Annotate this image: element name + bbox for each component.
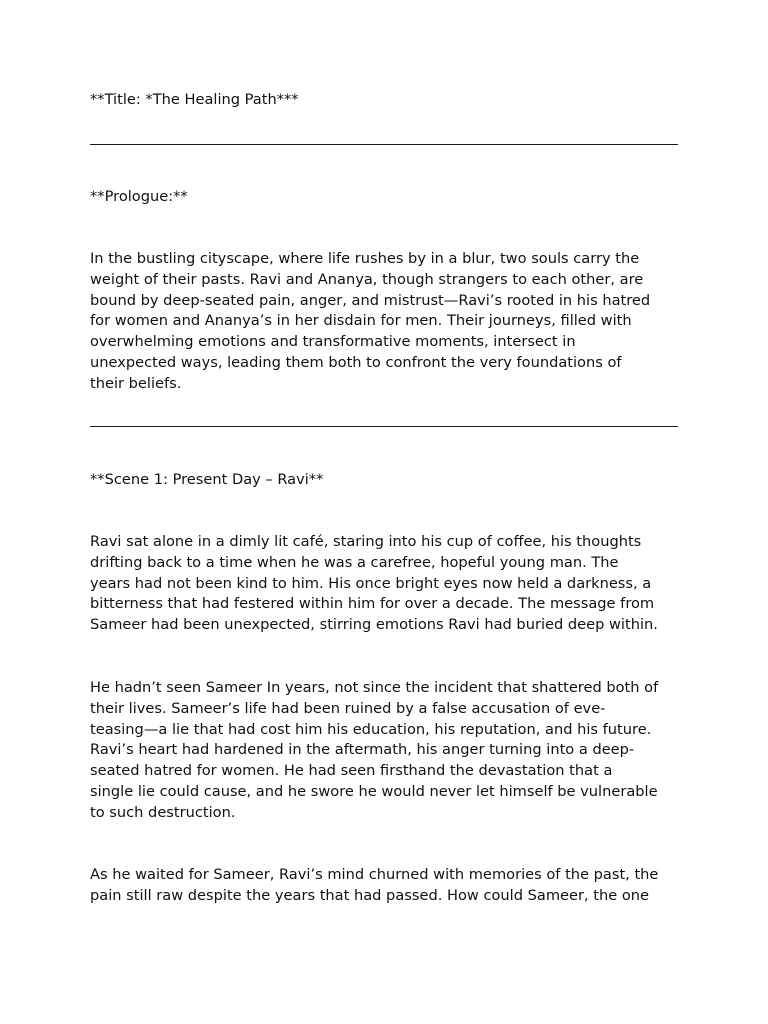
text-line: seated hatred for women. He had seen firsthand the devastation that a — [90, 762, 613, 780]
text-line: As he waited for Sameer, Ravi’s mind churned with memories of the past, the — [90, 866, 659, 883]
text-line: their beliefs. — [90, 374, 182, 392]
document-title: **Title: *The Healing Path*** — [90, 91, 299, 108]
scene-heading: **Scene 1: Present Day – Ravi** — [90, 471, 324, 488]
text-line: Ravi sat alone in a dimly lit café, staring into his cup of coffee, his thoughts — [90, 533, 642, 550]
text-line: overwhelming emotions and transformative moments, intersect in — [90, 333, 576, 351]
section-divider — [90, 144, 678, 145]
text-line: unexpected ways, leading them both to confront the very foundations of — [90, 353, 622, 371]
text-line: bitterness that had festered within him for over a decade. The message from — [90, 595, 655, 613]
prologue-heading: **Prologue:** — [90, 188, 188, 205]
text-line: Sameer had been unexpected, stirring emotions Ravi had buried deep within. — [90, 616, 658, 634]
scene-paragraph — [90, 865, 680, 907]
text-line: teasing—a lie that had cost him his education, his reputation, and his future. — [90, 720, 652, 738]
text-line: In the bustling cityscape, where life rushes by in a blur, two souls carry the — [90, 250, 640, 267]
text-line: pain still raw despite the years that had passed. How could Sameer, the one — [90, 886, 650, 904]
text-line: weight of their pasts. Ravi and Ananya, though strangers to each other, are — [90, 270, 644, 288]
scene-paragraph — [90, 678, 680, 824]
section-divider — [90, 426, 678, 427]
scene-paragraph — [90, 532, 680, 636]
text-line: their lives. Sameer’s life had been ruined by a false accusation of eve- — [90, 699, 606, 717]
text-line: for women and Ananya’s in her disdain for men. Their journeys, filled with — [90, 312, 632, 330]
text-line: drifting back to a time when he was a carefree, hopeful young man. The — [90, 553, 619, 571]
text-line: single lie could cause, and he swore he would never let himself be vulnerable — [90, 782, 658, 800]
text-line: to such destruction. — [90, 803, 236, 821]
prologue-paragraph — [90, 249, 680, 395]
text-line: bound by deep-seated pain, anger, and mistrust—Ravi’s rooted in his hatred — [90, 291, 651, 309]
text-line: Ravi’s heart had hardened in the aftermath, his anger turning into a deep- — [90, 741, 635, 759]
text-line: years had not been kind to him. His once bright eyes now held a darkness, a — [90, 574, 652, 592]
text-line: He hadn’t seen Sameer In years, not since the incident that shattered both of — [90, 679, 659, 696]
